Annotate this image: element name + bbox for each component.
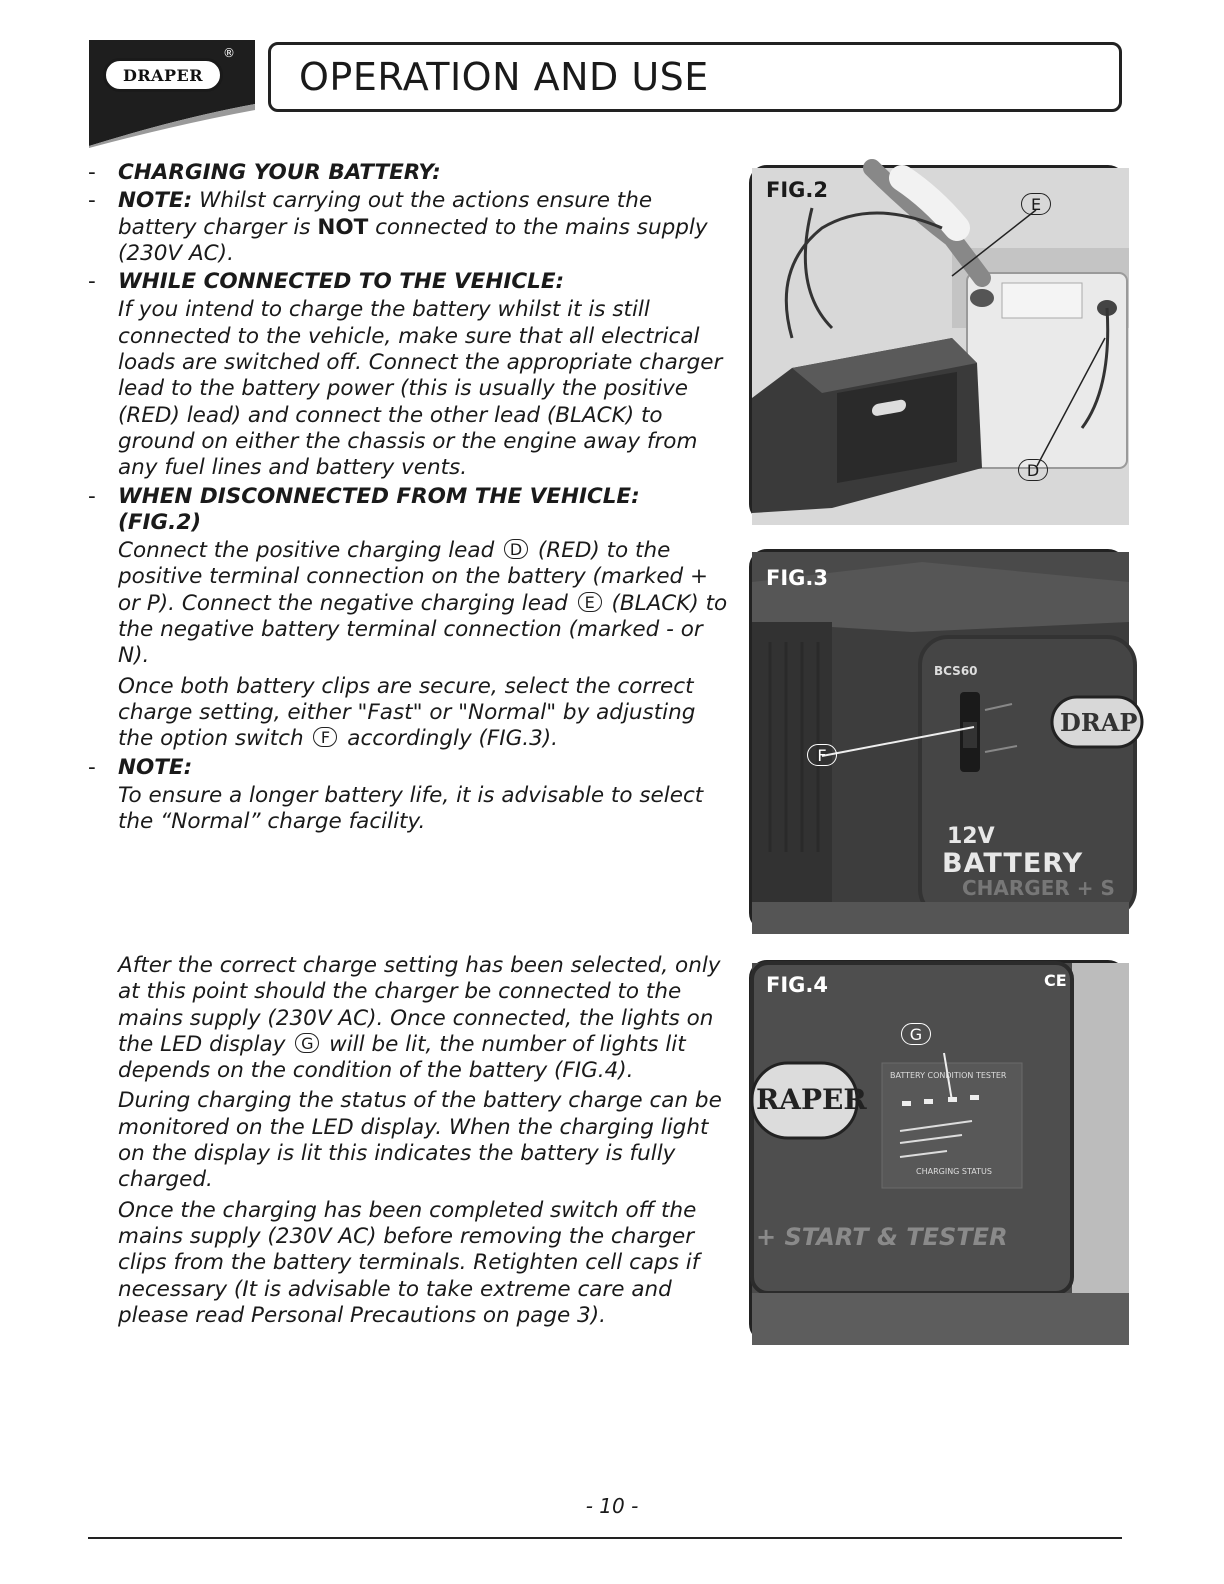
list-item	[88, 484, 728, 537]
once-secure-body	[88, 674, 728, 753]
once-text-b: accordingly (FIG.3).	[347, 726, 558, 752]
figure-3-callout-f: F	[807, 744, 837, 766]
note2-body: To ensure a longer battery life, it is advisable to select the “Normal” charge facility.	[118, 782, 704, 835]
note-text-b: connected to the mains supply (230V AC).	[118, 214, 708, 266]
list-item	[88, 160, 728, 186]
figure-2	[749, 165, 1126, 522]
figure-2-label: FIG.2	[766, 178, 828, 202]
bullet-dash: -	[88, 160, 96, 185]
figure-4-tester-label: BATTERY CONDITION TESTER	[890, 1071, 1007, 1080]
bullet-dash: -	[88, 483, 96, 509]
once-text-a: Once both battery clips are secure, select the correct charge setting, either "Fast" or "Normal" by adjusting the option switch	[118, 673, 696, 752]
callout-g: G	[295, 1033, 319, 1053]
when-text-a: Connect the positive charging lead	[118, 538, 495, 564]
figure-3-label: FIG.3	[766, 566, 828, 590]
during-charging-body: During charging the status of the battery charge can be monitored on the LED display. When the charging light on the display is lit this indicates the battery is fully charged.	[118, 1088, 722, 1193]
list-item	[88, 188, 728, 267]
bullet-dash: -	[88, 754, 96, 780]
figure-2-photo	[752, 168, 1129, 525]
after-text-b: will be lit, the number of lights lit depends on the condition of the battery (FIG.4).	[118, 1031, 686, 1084]
figure-4-ce-mark: CE	[1044, 971, 1067, 990]
callout-d: D	[504, 539, 528, 559]
charging-heading: CHARGING YOUR BATTERY:	[118, 160, 441, 185]
when-disconnected-heading: WHEN DISCONNECTED FROM THE VEHICLE: (FIG.2)	[118, 483, 640, 535]
instructions-section-2	[88, 953, 728, 1329]
callout-e: E	[578, 592, 602, 612]
brand-logo-block	[89, 40, 255, 148]
when-text-b: (RED) to the positive terminal connection on the battery (marked + or P). Connect the negative charging lead	[118, 538, 709, 616]
when-text-c: (BLACK) to the negative battery terminal connection (marked - or N).	[118, 590, 728, 669]
figure-4	[749, 960, 1126, 1342]
while-connected-heading: WHILE CONNECTED TO THE VEHICLE:	[118, 269, 565, 295]
bullet-dash: -	[88, 269, 96, 295]
draper-logo: DRAPER	[103, 58, 223, 92]
title-box	[268, 42, 1122, 112]
figure-3-12v: 12V	[947, 824, 995, 849]
callout-f: F	[313, 727, 337, 747]
note-not: NOT	[317, 214, 369, 240]
note2-label: NOTE:	[118, 754, 193, 780]
after-setting-body	[88, 953, 728, 1084]
list-item	[88, 269, 728, 295]
figure-3-model: BCS60	[934, 664, 978, 678]
figure-4-status-label: CHARGING STATUS	[916, 1167, 992, 1176]
once-complete-body: Once the charging has been completed switch off the mains supply (230V AC) before removing the charger clips from the battery terminals. Retighten cell caps if necessary (It is advisable to take extreme care and please read Personal Precautions on page 3).	[118, 1197, 700, 1328]
figure-4-start-tester: + START & TESTER	[756, 1223, 1008, 1251]
figure-4-callout-g: G	[901, 1023, 931, 1045]
bottom-divider	[88, 1537, 1122, 1539]
figure-3-charger: CHARGER + S	[962, 876, 1115, 900]
instructions-section-1	[88, 160, 728, 835]
page-number: - 10 -	[585, 1494, 639, 1518]
when-disconnected-body	[88, 538, 728, 669]
figure-2-callout-d: D	[1018, 459, 1048, 481]
note-label: NOTE:	[118, 188, 193, 214]
figure-4-photo	[752, 963, 1129, 1345]
figure-4-brand: RAPER	[756, 1083, 867, 1116]
figure-4-label: FIG.4	[766, 973, 828, 997]
after-text-a: After the correct charge setting has been selected, only at this point should the charger be connected to the mains supply (230V AC). Once connected, the lights on the LED display	[118, 953, 721, 1057]
note-text-a: Whilst carrying out the actions ensure the battery charger is	[118, 188, 653, 240]
page-title: OPERATION AND USE	[299, 55, 709, 99]
figure-3-battery: BATTERY	[942, 848, 1084, 879]
figure-2-callout-e: E	[1021, 193, 1051, 215]
figure-3	[749, 549, 1138, 931]
figure-3-brand: DRAP	[1060, 708, 1138, 737]
while-connected-body: If you intend to charge the battery whilst it is still connected to the vehicle, make sure that all electrical loads are switched off. Connect the appropriate charger lead to the battery power (this is usually the positive (RED) lead) and connect the other lead (BLACK) to ground on either the chassis or the engine away from any fuel lines and battery vents.	[118, 297, 723, 481]
registered-mark: ®	[223, 46, 235, 60]
list-item	[88, 755, 728, 781]
bullet-dash: -	[88, 188, 96, 214]
